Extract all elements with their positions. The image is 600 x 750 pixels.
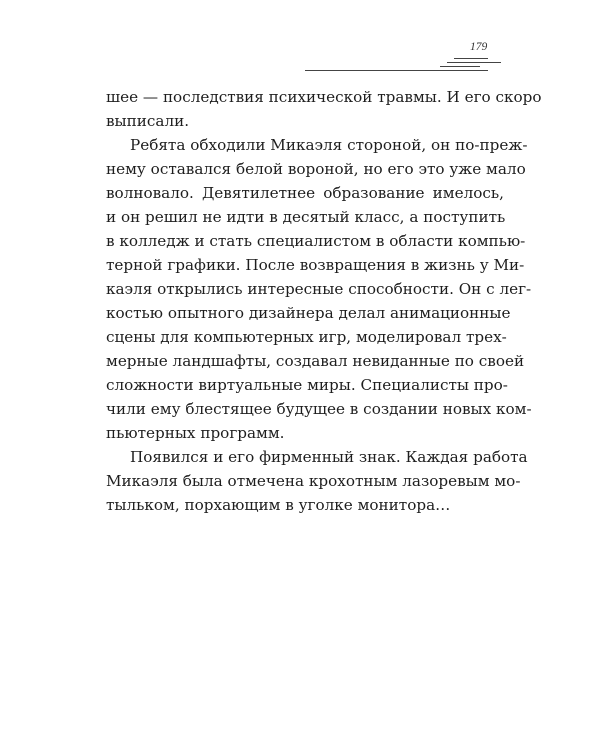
page-number: 179 — [470, 41, 488, 53]
text-line: в колледж и стать специалистом в области компью- — [106, 232, 526, 250]
text-line: тыльком, порхающим в уголке монитора… — [106, 496, 451, 514]
text-line: терной графики. После возвращения в жизнь у Ми- — [106, 256, 525, 274]
header-rule — [305, 70, 488, 71]
text-line: шее — последствия психической травмы. И его скоро — [106, 88, 542, 106]
text-line: мерные ландшафты, создавал невиданные по своей — [106, 352, 525, 370]
text-line: Микаэля была отмечена крохотным лазоревым мо- — [106, 472, 521, 490]
text-line: каэля открылись интересные способности. Он с лег- — [106, 280, 532, 298]
header-rule — [454, 58, 488, 59]
text-line: нему оставался белой вороной, но его это уже мало — [106, 160, 526, 178]
body-text — [106, 85, 542, 517]
text-line: Ребята обходили Микаэля стороной, он по-преж- — [130, 136, 528, 154]
text-line: Появился и его фирменный знак. Каждая работа — [130, 448, 528, 466]
text-line: и он решил не идти в десятый класс, а поступить — [106, 208, 506, 226]
text-line: выписали. — [106, 112, 190, 130]
page-header — [0, 0, 600, 80]
header-rule — [447, 62, 501, 63]
header-rule — [440, 66, 480, 67]
text-line: чили ему блестящее будущее в создании новых ком- — [106, 400, 532, 418]
text-line: волновало. Девятилетнее образование имелось, — [106, 184, 504, 202]
text-line: сцены для компьютерных игр, моделировал трех- — [106, 328, 507, 346]
text-line: пьютерных программ. — [106, 424, 285, 442]
text-line: костью опытного дизайнера делал анимационные — [106, 304, 511, 322]
text-line: сложности виртуальные миры. Специалисты про- — [106, 376, 508, 394]
